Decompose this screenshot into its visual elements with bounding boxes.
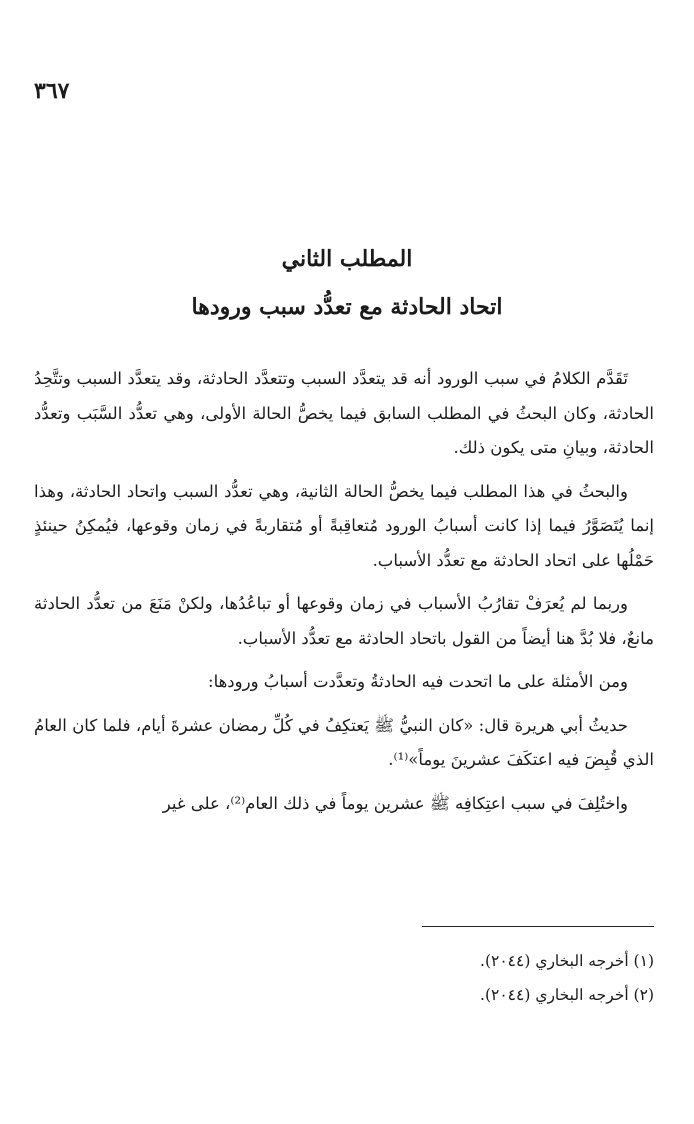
section-subtitle: اتحاد الحادثة مع تعدُّد سبب ورودها: [191, 294, 503, 320]
page-number: ٣٦٧: [34, 78, 70, 104]
footnote: (٢) أخرجه البخاري (٢٠٤٤).: [480, 986, 654, 1004]
body-text: [34, 362, 654, 830]
paragraph: ومن الأمثلة على ما اتحدت فيه الحادثةُ وتعدَّدت أسبابُ ورودها:: [208, 672, 628, 691]
footnote-separator: [422, 926, 654, 927]
footnotes: [200, 944, 654, 1012]
footnote: (١) أخرجه البخاري (٢٠٤٤).: [480, 952, 654, 970]
section-title: المطلب الثاني: [281, 246, 413, 272]
paragraph: تَقَدَّم الكلامُ في سبب الورود أنه قد يتعدَّد السبب وتتعدَّد الحادثة، وقد يتعدَّد السبب وتتَّحِدُ الحادثة، وكان البحثُ في المطلب السابق فيما يخصُّ الحالة الأولى، وهي تعدُّد السَّبَب وتعدُّد الحادثة، وبيانِ متى يكون ذلك.: [34, 369, 654, 457]
paragraph: واختُلِفَ في سبب اعتِكافِه ﷺ عشرين يوماً في ذلك العام⁽²⁾، على غير: [162, 793, 628, 813]
paragraph: وربما لم يُعرَفْ تقارُبُ الأسباب في زمان وقوعها أو تباعُدُها، ولكنْ مَنَعَ من تعدُّد الحادثة مانعٌ، فلا بُدَّ هنا أيضاً من القول باتحاد الحادثة مع تعدُّد الأسباب.: [34, 594, 654, 648]
paragraph: حديثُ أبي هريرة قال: «كان النبيُّ ﷺ يَعتكِفُ في كُلِّ رمضان عشرةَ أيام، فلما كان العامُ الذي قُبِضَ فيه اعتكَفَ عشرينَ يوماً»⁽¹⁾.: [34, 715, 654, 769]
paragraph: والبحثُ في هذا المطلب فيما يخصُّ الحالة الثانية، وهي تعدُّد السبب واتحاد الحادثة، وهذا إنما يُتَصَوَّرُ فيما إذا كانت أسبابُ الورود مُتعاقِبةً أو مُتقاربةً في زمان وقوعها، فيُمكِنُ حينئذٍ حَمْلُها على اتحاد الحادثة مع تعدُّد الأسباب.: [34, 481, 654, 570]
